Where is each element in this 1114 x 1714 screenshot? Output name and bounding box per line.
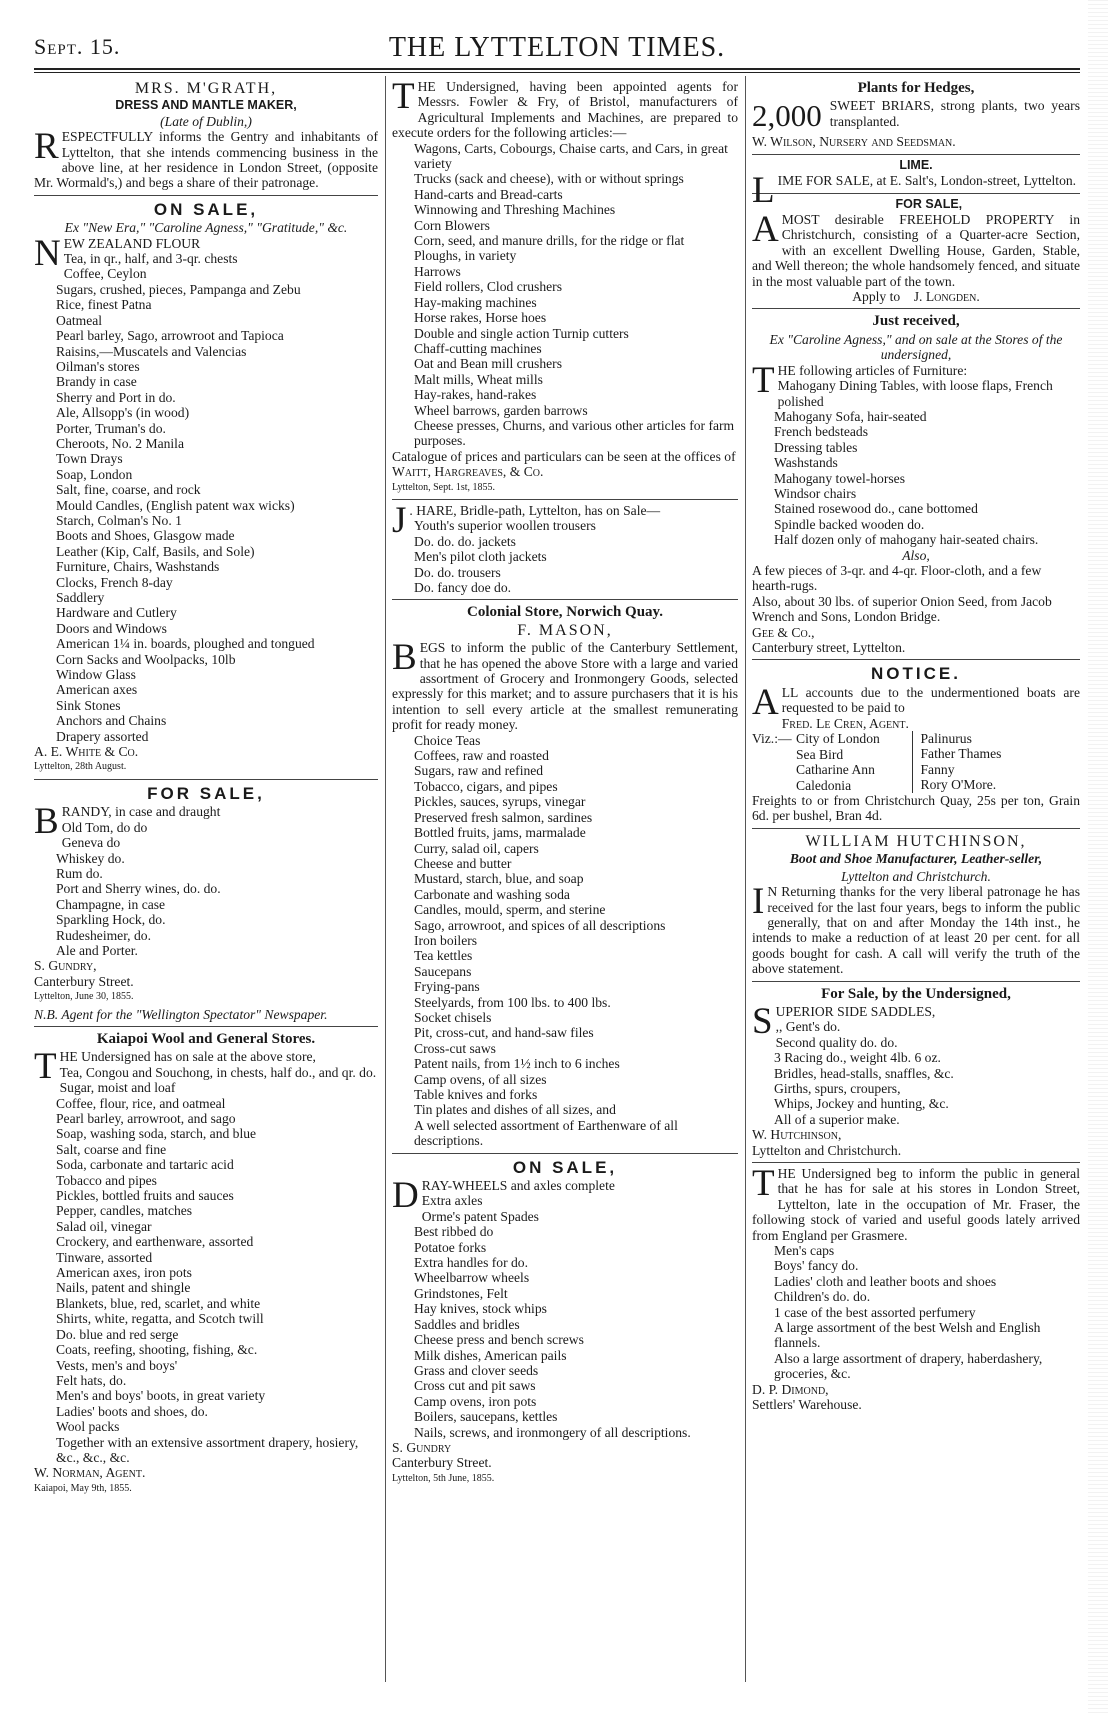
list-item: Coffee, flour, rice, and oatmeal xyxy=(56,1095,226,1111)
list-item: Double and single action Turnip cutters xyxy=(414,325,629,341)
ex-ships-line: Ex "New Era," "Caroline Agness," "Gratitude," &c. xyxy=(64,220,348,236)
list-item: A well selected assortment of Earthenware of all descriptions. xyxy=(414,1117,678,1149)
list-item: Do. do. trousers xyxy=(414,564,501,580)
trade-line: DRESS AND MANTLE MAKER, xyxy=(115,98,297,113)
list-item: Port and Sherry wines, do. do. xyxy=(56,881,221,897)
signature: J. Longden. xyxy=(913,289,980,305)
ad-heading: FOR SALE, xyxy=(147,783,265,803)
list-item: Tobacco and pipes xyxy=(56,1172,157,1188)
ad-heading: For Sale, by the Undersigned, xyxy=(821,985,1011,1002)
drop-cap: T xyxy=(752,359,775,401)
list-item: Second quality do. do. xyxy=(775,1034,898,1050)
item-list xyxy=(392,518,738,595)
list-item: Trucks (sack and cheese), with or without springs xyxy=(414,171,684,187)
drop-cap: J xyxy=(392,499,407,541)
list-item: Town Drays xyxy=(56,451,123,467)
list-item: Hay knives, stock whips xyxy=(414,1301,547,1317)
list-item: Salt, fine, coarse, and rock xyxy=(56,482,201,498)
list-item: Cheese press and bench screws xyxy=(414,1332,584,1348)
apply-to: Apply to xyxy=(852,289,901,305)
list-item: Camp ovens, iron pots xyxy=(414,1393,537,1409)
late-of-line: (Late of Dublin,) xyxy=(160,113,252,129)
ad-gundry-brandy xyxy=(34,780,378,1027)
list-item: Choice Teas xyxy=(414,732,481,748)
list-item: Children's do. do. xyxy=(774,1289,871,1305)
list-item: Whips, Jockey and hunting, &c. xyxy=(774,1096,949,1112)
list-item: Shirts, white, regatta, and Scotch twill xyxy=(56,1311,264,1327)
list-item: Frying-pans xyxy=(414,979,480,995)
ad-body: HE Undersigned beg to inform the public in general that he has for sale at his stores in London Street, Lyttelton, late in the occupation of Mr. Fraser, the following stock of varied and useful goods lately arrived from England per Grasmere. xyxy=(752,1166,1080,1243)
drop-cap: L xyxy=(752,170,775,212)
list-item: Clocks, French 8-day xyxy=(56,574,173,590)
list-item: Saddlery xyxy=(56,590,105,605)
ad-heading: Colonial Store, Norwich Quay. xyxy=(467,604,663,621)
list-item: Ladies' boots and shoes, do. xyxy=(56,1403,208,1419)
ad-heading: Kaiapoi Wool and General Stores. xyxy=(96,1030,316,1047)
ad-heading: ON SALE, xyxy=(512,1157,618,1177)
list-item: Corn Sacks and Woolpacks, 10lb xyxy=(56,651,236,667)
list-item: Vests, men's and boys' xyxy=(56,1357,178,1373)
item-list xyxy=(392,733,738,1149)
ex-ships-line: Ex "Caroline Agness," and on sale at the Stores of the undersigned, xyxy=(769,331,1063,363)
ad-dimond-warehouse xyxy=(752,1163,1080,1417)
signature: W. Hutchinson, xyxy=(752,1127,842,1143)
list-item: Old Tom, do do xyxy=(61,819,148,835)
list-item: Window Glass xyxy=(56,667,136,683)
item-list xyxy=(34,820,378,959)
signature: Gee & Co., xyxy=(752,624,815,640)
signature: W. Norman, Agent. xyxy=(34,1465,146,1481)
list-item: Mustard, starch, blue, and soap xyxy=(414,871,584,887)
list-item: Hay-making machines xyxy=(414,294,537,310)
list-item: Also a large assortment of drapery, haberdashery, groceries, &c. xyxy=(774,1350,1043,1382)
signature: D. P. Dimond, xyxy=(752,1381,829,1397)
list-item: Grass and clover seeds xyxy=(414,1362,539,1378)
list-item: Caledonia xyxy=(796,777,852,793)
list-item: Horse rakes, Horse hoes xyxy=(414,310,547,326)
list-item: Leather (Kip, Calf, Basils, and Sole) xyxy=(56,543,255,559)
column-2 xyxy=(392,76,738,1684)
ad-gundry-dray-wheels xyxy=(392,1154,738,1491)
list-item: Mahogany Sofa, hair-seated xyxy=(774,408,927,424)
signature: A. E. White & Co. xyxy=(34,744,139,760)
column-divider xyxy=(385,76,386,1682)
viz-label: Viz.:— xyxy=(752,731,792,747)
list-item: Rory O'More. xyxy=(920,777,997,793)
ad-waitt-hargreaves xyxy=(392,76,738,500)
list-item: Best ribbed do xyxy=(414,1224,494,1240)
list-item: Drapery assorted xyxy=(56,728,149,744)
list-item: Do. do. do. jackets xyxy=(414,533,516,549)
list-item: Mould Candles, (English patent wax wicks) xyxy=(56,497,295,513)
list-item: Nails, screws, and ironmongery of all descriptions. xyxy=(414,1424,691,1440)
list-item: Carbonate and washing soda xyxy=(414,886,570,902)
list-item: All of a superior make. xyxy=(774,1111,900,1127)
list-item: Curry, salad oil, capers xyxy=(414,840,539,856)
list-item: Chaff-cutting machines xyxy=(414,340,542,356)
list-item: Tin plates and dishes of all sizes, and xyxy=(414,1102,616,1118)
masthead-rule-thin xyxy=(34,72,1080,73)
item-list xyxy=(752,378,1080,547)
list-item: Raisins,—Muscatels and Valencias xyxy=(56,343,247,359)
list-item: Preserved fresh salmon, sardines xyxy=(414,809,593,825)
list-item: Anchors and Chains xyxy=(56,713,167,729)
address: Lyttelton and Christchurch. xyxy=(752,1142,902,1158)
drop-cap: T xyxy=(34,1046,57,1088)
ad-body: LL accounts due to the undermentioned boats are requested to be paid to xyxy=(781,684,1080,716)
list-item: Oatmeal xyxy=(56,312,103,328)
list-item: Doors and Windows xyxy=(56,620,167,636)
list-item: Wheelbarrow wheels xyxy=(414,1270,530,1286)
list-item: Extra axles xyxy=(421,1193,483,1209)
ad-lime xyxy=(752,155,1080,212)
ad-heading: NOTICE. xyxy=(871,664,961,684)
masthead-rule xyxy=(34,68,1080,70)
list-item: Tea, Congou and Souchong, in chests, half do., and qr. do. xyxy=(59,1064,377,1080)
ad-heading: Just received, xyxy=(872,313,960,330)
list-item: Fanny xyxy=(920,761,955,777)
column-divider xyxy=(745,76,746,1682)
ad-hare xyxy=(392,500,738,600)
ad-body: N Returning thanks for the very liberal patronage he has received for the last four years, begs to inform the public generally, that on and after Monday the 14th inst., he intends to make a reduction of at least 20 per cent. for all goods bought for cash. A call will verify the truth of the above statement. xyxy=(752,884,1080,977)
list-item: Sink Stones xyxy=(56,697,121,713)
list-item: Ale, Allsopp's (in wood) xyxy=(56,405,190,421)
address: Canterbury Street. xyxy=(34,973,134,989)
ad-hutchinson-boots xyxy=(752,829,1080,982)
list-item: City of London xyxy=(796,731,880,747)
list-item: Table knives and forks xyxy=(414,1087,538,1102)
ad-body: ESPECTFULLY informs the Gentry and inhabitants of Lyttelton, that she intends commencing business in the above line, at her residence in London Street, (opposite Mr. Wormald's,) and begs a share of their patronage. xyxy=(34,129,378,191)
list-item: 1 case of the best assorted perfumery xyxy=(774,1304,976,1320)
list-item: Pickles, bottled fruits and sauces xyxy=(56,1188,234,1204)
ad-freehold-property xyxy=(752,194,1080,310)
first-item: . HARE, Bridle-path, Lyttelton, has on Sale— xyxy=(409,502,661,518)
dateline: Lyttelton, Sept. 1st, 1855. xyxy=(392,481,496,493)
list-item: Cross cut and pit saws xyxy=(414,1378,536,1394)
list-item: Cross-cut saws xyxy=(414,1040,496,1056)
list-item: Pearl barley, arrowroot, and sago xyxy=(56,1111,236,1126)
list-item: Furniture, Chairs, Washstands xyxy=(56,559,220,575)
list-item: Ploughs, in variety xyxy=(414,248,517,264)
list-item: Hand-carts and Bread-carts xyxy=(414,186,563,202)
ad-tail: Freights to or from Christchurch Quay, 25s per ton, Grain 6d. per bushel, Bran 4d. xyxy=(752,793,1080,824)
ad-heading: Plants for Hedges, xyxy=(857,80,975,96)
list-item: Geneva do xyxy=(61,835,121,851)
list-item: Saddles and bridles xyxy=(414,1316,520,1332)
item-list xyxy=(392,141,738,449)
list-item: Coats, reefing, shooting, fishing, &c. xyxy=(56,1342,258,1358)
list-item: Together with an extensive assortment drapery, hosiery, &c., &c., &c. xyxy=(56,1434,359,1465)
list-item: Mahogany towel-horses xyxy=(774,470,905,486)
issue-date: Sept. 15. xyxy=(34,34,121,59)
list-item: Sago, arrowroot, and spices of all descriptions xyxy=(414,917,666,933)
list-item: Whiskey do. xyxy=(56,850,125,866)
list-item: Steelyards, from 100 lbs. to 400 lbs. xyxy=(414,994,611,1010)
list-item: Sugars, crushed, pieces, Pampanga and Zebu xyxy=(56,281,301,297)
list-item: Spindle backed wooden do. xyxy=(774,516,925,532)
list-item: Boots and Shoes, Glasgow made xyxy=(56,528,235,544)
ad-notice-boats xyxy=(752,660,1080,828)
list-item: Tinware, assorted xyxy=(56,1249,153,1265)
list-item: Youth's superior woollen trousers xyxy=(414,518,596,534)
column-3 xyxy=(752,76,1080,1684)
first-item: HE following articles of Furniture: xyxy=(777,362,968,378)
list-item: Oat and Bean mill crushers xyxy=(414,356,562,372)
list-item: Wheel barrows, garden barrows xyxy=(414,402,588,418)
list-item: Cheroots, No. 2 Manila xyxy=(56,435,184,451)
drop-cap: B xyxy=(34,801,59,843)
list-item: Hardware and Cutlery xyxy=(56,605,177,621)
masthead xyxy=(34,30,1080,66)
list-item: Corn, seed, and manure drills, for the ridge or flat xyxy=(414,233,685,249)
list-item: Sea Bird xyxy=(796,746,844,762)
signature: W. Wilson, Nursery and Seedsman. xyxy=(752,134,956,150)
signature: S. Gundry xyxy=(392,1439,452,1455)
list-item: Sugars, raw and refined xyxy=(414,763,544,779)
ad-white-on-sale xyxy=(34,196,378,780)
first-item: RANDY, in case and draught xyxy=(61,804,221,820)
dateline: Lyttelton, June 30, 1855. xyxy=(34,991,134,1003)
list-item: Grindstones, Felt xyxy=(414,1285,508,1301)
list-item: Do. fancy doe do. xyxy=(414,580,512,595)
list-item: Orme's patent Spades xyxy=(421,1208,539,1224)
first-item: EW ZEALAND FLOUR xyxy=(63,235,201,251)
item-list xyxy=(34,251,378,744)
list-item: Windsor chairs xyxy=(774,485,857,501)
list-item: Nails, patent and shingle xyxy=(56,1280,191,1296)
list-item: Pickles, sauces, syrups, vinegar xyxy=(414,794,586,810)
list-item: American axes xyxy=(56,682,138,698)
list-item: Washstands xyxy=(774,455,838,471)
list-item: Winnowing and Threshing Machines xyxy=(414,202,616,218)
list-item: Men's and boys' boots, in great variety xyxy=(56,1388,266,1404)
list-item: Porter, Truman's do. xyxy=(56,420,166,436)
list-item: Candles, mould, sperm, and sterine xyxy=(414,902,606,918)
list-item: Salt, coarse and fine xyxy=(56,1141,167,1157)
ad-heading: ON SALE, xyxy=(153,199,259,219)
list-item: Saucepans xyxy=(414,963,472,979)
ad-body: SWEET BRIARS, strong plants, two years transplanted. xyxy=(829,98,1080,129)
list-item: Coffee, Ceylon xyxy=(63,266,147,282)
list-item: Starch, Colman's No. 1 xyxy=(56,512,182,528)
list-item: Blankets, blue, red, scarlet, and white xyxy=(56,1295,261,1311)
first-item: RAY-WHEELS and axles complete xyxy=(421,1178,615,1194)
advertiser-name: MRS. M'GRATH, xyxy=(134,80,278,97)
list-item: American axes, iron pots xyxy=(56,1265,192,1281)
list-item: Also, about 30 lbs. of superior Onion Seed, from Jacob Wrench and Sons, London Bridge. xyxy=(752,593,1052,625)
list-item: Girths, spurs, croupers, xyxy=(774,1080,901,1096)
item-list xyxy=(752,1019,1080,1127)
list-item: Rice, finest Patna xyxy=(56,297,152,313)
list-item: Catharine Ann xyxy=(796,762,875,778)
list-item: Do. blue and red serge xyxy=(56,1326,179,1342)
list-item: Men's pilot cloth jackets xyxy=(414,549,547,565)
note: N.B. Agent for the "Wellington Spectator" Newspaper. xyxy=(34,1006,328,1022)
list-item: Rum do. xyxy=(56,865,103,881)
drop-cap: A xyxy=(752,681,779,723)
ad-mgrath xyxy=(34,76,378,196)
list-item: Men's caps xyxy=(774,1243,835,1259)
page-edge-texture xyxy=(1088,0,1108,1714)
list-item: Pit, cross-cut, and hand-saw files xyxy=(414,1025,594,1041)
signature: S. Gundry, xyxy=(34,958,97,974)
list-item: Sparkling Hock, do. xyxy=(56,912,166,928)
drop-cap: T xyxy=(752,1163,775,1204)
list-item: Corn Blowers xyxy=(414,217,490,233)
signature: Fred. Le Cren, Agent. xyxy=(781,715,909,731)
first-item: UPERIOR SIDE SADDLES, xyxy=(775,1003,936,1019)
drop-cap: T xyxy=(392,76,415,117)
list-item: Soda, carbonate and tartaric acid xyxy=(56,1157,234,1173)
list-item: Brandy in case xyxy=(56,374,137,390)
dateline: Lyttelton, 28th August. xyxy=(34,761,127,773)
list-item: Rudesheimer, do. xyxy=(56,927,151,943)
list-item: Pepper, candles, matches xyxy=(56,1203,193,1219)
list-item: Half dozen only of mahogany hair-seated chairs. xyxy=(774,532,1039,548)
ad-gee-furniture xyxy=(752,309,1080,660)
drop-cap: S xyxy=(752,1000,773,1042)
signature: Waitt, Hargreaves, & Co. xyxy=(392,464,544,480)
boat-list xyxy=(752,731,1080,793)
list-item: Extra handles for do. xyxy=(414,1255,529,1271)
list-item: Malt mills, Wheat mills xyxy=(414,371,543,387)
list-item: Father Thames xyxy=(920,746,1002,762)
quantity: 2,000 xyxy=(752,98,822,134)
item-list xyxy=(392,1193,738,1440)
list-item: Sherry and Port in do. xyxy=(56,389,176,405)
list-item: Cheese presses, Churns, and various other articles for farm purposes. xyxy=(414,417,735,449)
list-item: Tobacco, cigars, and pipes xyxy=(414,778,558,794)
list-item: Socket chisels xyxy=(414,1009,492,1025)
dateline: Lyttelton, 5th June, 1855. xyxy=(392,1472,495,1484)
list-item: Camp ovens, of all sizes xyxy=(414,1071,547,1087)
item-list xyxy=(34,1065,378,1466)
list-item: Stained rosewood do., cane bottomed xyxy=(774,501,978,517)
list-item: Boys' fancy do. xyxy=(774,1258,859,1274)
ad-tail: Catalogue of prices and particulars can be seen at the offices of xyxy=(392,448,736,464)
address: Settlers' Warehouse. xyxy=(752,1397,862,1413)
list-item: Boilers, saucepans, kettles xyxy=(414,1409,558,1425)
column-1 xyxy=(34,76,378,1684)
list-item: Palinurus xyxy=(920,731,972,747)
list-item: Cheese and butter xyxy=(414,855,512,871)
list-item: Bridles, head-stalls, snaffles, &c. xyxy=(774,1065,954,1081)
list-item: Wagons, Carts, Cobourgs, Chaise carts, and Cars, in great variety xyxy=(414,140,728,172)
ad-wilson-hedges xyxy=(752,76,1080,155)
list-item: Crockery, and earthenware, assorted xyxy=(56,1234,254,1250)
ad-body: HE Undersigned, having been appointed agents for Messrs. Fowler & Fry, of Bristol, manufacturers of Agricultural Implements and Machines, are prepared to execute orders for the following articles:— xyxy=(392,79,738,141)
list-item: A large assortment of the best Welsh and English flannels. xyxy=(774,1320,1041,1351)
boats-right xyxy=(921,731,1081,793)
list-item: Felt hats, do. xyxy=(56,1372,127,1388)
list-item: Mahogany Dining Tables, with loose flaps, French polished xyxy=(777,378,1053,409)
list-item: Ladies' cloth and leather boots and shoes xyxy=(774,1273,997,1289)
ad-heading: LIME. xyxy=(899,157,933,172)
extra-list xyxy=(752,563,1080,625)
address: Canterbury Street. xyxy=(392,1455,492,1471)
list-item: Oilman's stores xyxy=(56,358,140,374)
place-line: Lyttelton and Christchurch. xyxy=(841,868,991,884)
drop-cap: R xyxy=(34,126,59,168)
list-item: Ale and Porter. xyxy=(56,942,138,958)
trade-line: Boot and Shoe Manufacturer, Leather-seller, xyxy=(789,851,1043,867)
address: Canterbury street, Lyttelton. xyxy=(752,640,906,655)
list-item: Iron boilers xyxy=(414,932,478,948)
list-item: Milk dishes, American pails xyxy=(414,1347,567,1363)
ad-mason-colonial-store xyxy=(392,600,738,1153)
list-item: ,, Gent's do. xyxy=(775,1019,841,1035)
list-item: A few pieces of 3-qr. and 4-qr. Floor-cloth, and a few hearth-rugs. xyxy=(752,562,1042,594)
drop-cap: I xyxy=(752,881,765,923)
item-list xyxy=(752,1243,1080,1382)
drop-cap: D xyxy=(392,1175,419,1217)
ad-heading: FOR SALE, xyxy=(895,196,963,211)
also-line: Also, xyxy=(902,547,930,563)
list-item: Harrows xyxy=(414,263,461,279)
list-item: Champagne, in case xyxy=(56,896,166,912)
list-item: Pearl barley, Sago, arrowroot and Tapioca xyxy=(56,328,284,344)
ad-body: IME FOR SALE, at E. Salt's, London-street, Lyttelton. xyxy=(777,173,1077,189)
drop-cap: B xyxy=(392,637,417,679)
list-item: American 1¼ in. boards, ploughed and tongued xyxy=(56,636,315,652)
dateline: Kaiapoi, May 9th, 1855. xyxy=(34,1482,132,1494)
list-item: Salad oil, vinegar xyxy=(56,1218,152,1234)
list-item: Field rollers, Clod crushers xyxy=(414,279,562,295)
drop-cap: A xyxy=(752,209,779,251)
first-item: HE Undersigned has on sale at the above store, xyxy=(59,1049,316,1065)
list-item: Dressing tables xyxy=(774,439,858,455)
list-item: Wool packs xyxy=(56,1419,120,1435)
ad-hutchinson-saddles xyxy=(752,982,1080,1163)
list-item: Tea kettles xyxy=(414,948,473,964)
ad-body: MOST desirable FREEHOLD PROPERTY in Christchurch, consisting of a Quarter-acre Section, with an excellent Dwelling House, Garden, Stable, and Well thereon; the whole handsomely fenced, and situate in the most valuable part of the town. xyxy=(752,212,1080,289)
list-item: Potatoe forks xyxy=(414,1239,487,1255)
list-item: Sugar, moist and loaf xyxy=(59,1080,176,1096)
list-item: Patent nails, from 1½ inch to 6 inches xyxy=(414,1056,620,1072)
advertiser-name: F. MASON, xyxy=(517,621,613,639)
list-item: Tea, in qr., half, and 3-qr. chests xyxy=(63,251,238,267)
list-item: Soap, washing soda, starch, and blue xyxy=(56,1126,257,1142)
list-item: Hay-rakes, hand-rakes xyxy=(414,387,537,403)
advertiser-name: WILLIAM HUTCHINSON, xyxy=(805,832,1027,850)
list-item: 3 Racing do., weight 4lb. 6 oz. xyxy=(774,1050,941,1066)
list-item: Soap, London xyxy=(56,466,133,482)
list-item: French bedsteads xyxy=(774,424,868,440)
ad-kaiapoi-stores xyxy=(34,1027,378,1500)
ad-body: EGS to inform the public of the Canterbury Settlement, that he has opened the above Store with a large and varied assortment of Grocery and Ironmongery Goods, selected expressly for this market; and to assure purchasers that it is his intention to sell every article at the smallest remunerating profit for ready money. xyxy=(392,640,738,733)
list-item: Coffees, raw and roasted xyxy=(414,748,549,764)
newspaper-title: THE LYTTELTON TIMES. xyxy=(388,32,726,63)
list-item: Bottled fruits, jams, marmalade xyxy=(414,825,586,841)
drop-cap: N xyxy=(34,232,61,274)
